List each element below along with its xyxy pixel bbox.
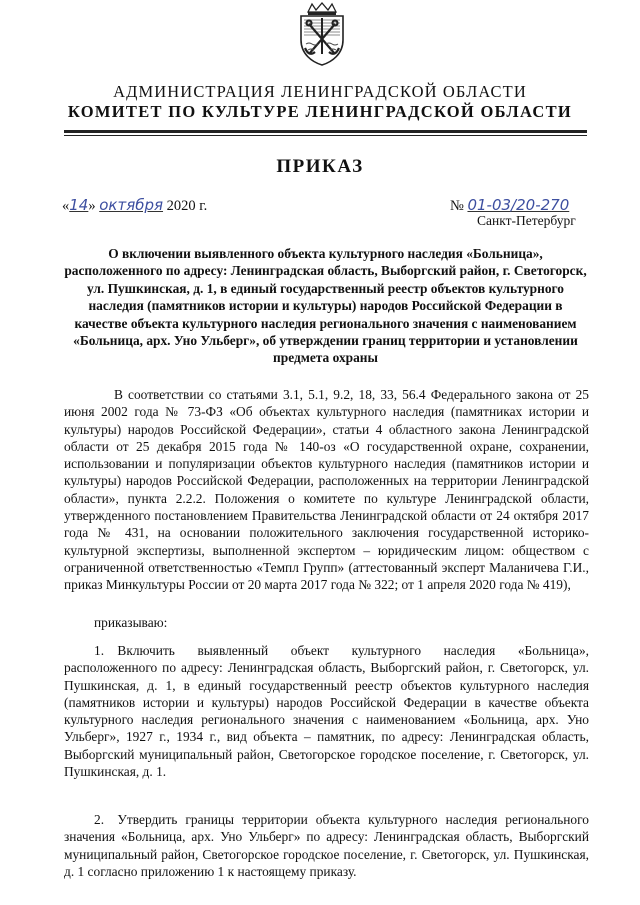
- number-prefix: №: [450, 198, 464, 214]
- header-divider-thick: [64, 130, 587, 133]
- date-quote-open: «: [62, 198, 70, 214]
- header-divider-thin: [64, 135, 587, 136]
- city-name: Санкт-Петербург: [477, 213, 576, 228]
- date-quote-close: »: [88, 198, 96, 214]
- date-month-handwritten: октября: [99, 196, 164, 214]
- number-handwritten: 01-03/20-270: [467, 196, 570, 214]
- organization-name: АДМИНИСТРАЦИЯ ЛЕНИНГРАДСКОЙ ОБЛАСТИ: [113, 82, 527, 101]
- order-item-1: 1. Включить выявленный объект культурного наследия «Больница», расположенного по адресу: Ленинградская область, Выборгский район, г. Светогорск, ул. Пушкинская, д. 1, в единый государственный реестр объектов культурного наследия (памятников истории и культуры) народов Российской Федерации в качестве объекта культурного наследия регионального значения с наименованием «Больница, арх. Уно Ульберг», 1927 г., 1934 г., вид объекта – памятник, по адресу: Ленинградская область, Выборгский муниципальный район, Светогорское городское поселение, г. Светогорск, ул. Пушкинская, д. 1.: [64, 643, 589, 780]
- coat-of-arms-icon: [296, 2, 348, 66]
- order-date: [62, 196, 207, 215]
- date-day-handwritten: 14: [69, 196, 89, 214]
- order-subject: О включении выявленного объекта культурного наследия «Больница», расположенного по адресу: Ленинградская область, Выборгский район, г. Светогорск, ул. Пушкинская, д. 1, в единый государственный реестр объектов культурного наследия (памятников истории и культуры) народов Российской Федерации в качестве объекта культурного наследия регионального значения с наименованием «Больница, арх. Уно Ульберг», об утверждении границ территории и установлении предмета охраны: [64, 246, 587, 366]
- preamble-paragraph: В соответствии со статьями 3.1, 5.1, 9.2, 18, 33, 56.4 Федерального закона от 25 июня 2002 года № 73-ФЗ «Об объектах культурного наследия (памятниках истории и культуры) народов Российской Федерации», статьи 4 областного закона Ленинградской области от 25 декабря 2015 года № 140-оз «О государственной охране, сохранении, использовании и популяризации объектов культурного наследия (памятников истории и культуры) народов Российской Федерации, расположенных на территории Ленинградской области», пункта 2.2.2. Положения о комитете по культуре Ленинградской области, утвержденного постановлением Правительства Ленинградской области от 24 октября 2017 года № 431, на основании положительного заключения государственной историко-культурной экспертизы, выполненной экспертом – юридическим лицом: обществом с ограниченной ответственностью «Темпл Групп» (аттестованный эксперт Маланичева Г.И., приказ Минкультуры России от 20 марта 2017 года № 322; от 1 апреля 2020 года № 419),: [64, 387, 589, 593]
- date-year: 2020 г.: [166, 198, 208, 214]
- order-word: приказываю:: [94, 615, 168, 630]
- order-item-2: 2. Утвердить границы территории объекта культурного наследия регионального значения «Больница, арх. Уно Ульберг» по адресу: Ленинградская область, Выборгский муниципальный район, Светогорское городское поселение, г. Светогорск, ул. Пушкинская, д. 1 согласно приложению 1 к настоящему приказу.: [64, 812, 589, 879]
- document-title: ПРИКАЗ: [276, 156, 364, 177]
- committee-name: КОМИТЕТ ПО КУЛЬТУРЕ ЛЕНИНГРАДСКОЙ ОБЛАСТИ: [67, 102, 573, 121]
